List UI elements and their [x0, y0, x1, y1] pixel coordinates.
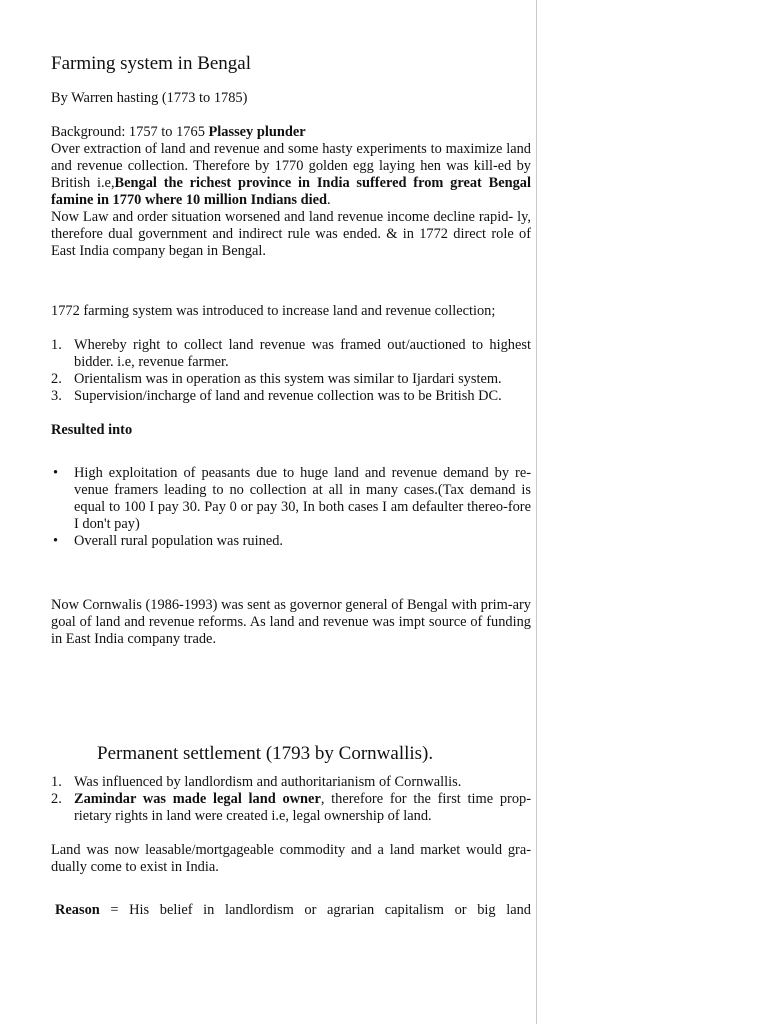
- permanent-list: [51, 774, 531, 825]
- list-number: 3.: [51, 388, 62, 404]
- list-number: 2.: [51, 791, 62, 807]
- paragraph-cornwalis: Now Cornwalis (1986-1993) was sent as governor general of Bengal with prim-ary goal of land and revenue reforms. As land and revenue was impt source of funding in East India company trade.: [51, 597, 531, 647]
- list-item-text: High exploitation of peasants due to huge land and revenue demand by re-venue framers leading to no collection at all in many cases.(Tax demand is equal to 100 I pay 30. Pay 0 or pay 30, In both cases I am defaulter thereo-fore I don't pay): [74, 465, 531, 532]
- paragraph-land-market: Land was now leasable/mortgageable commodity and a land market would gra-dually come to exist in India.: [51, 842, 531, 875]
- paragraph-famine: [51, 141, 531, 209]
- reason-text: = His belief in landlordism or agrarian capitalism or big land: [99, 902, 531, 918]
- list-item-text: Orientalism was in operation as this system was similar to Ijardari system.: [74, 371, 502, 387]
- results-list: [51, 465, 531, 550]
- list-item: [51, 337, 531, 371]
- paragraph-reason: [51, 902, 531, 919]
- right-margin-panel: [536, 0, 768, 1024]
- byline: By Warren hasting (1773 to 1785): [51, 90, 248, 106]
- document-content: [51, 52, 531, 919]
- list-item-bold: Zamindar was made legal land owner: [74, 791, 321, 807]
- list-number: 1.: [51, 337, 62, 353]
- reason-bold: Reason: [55, 902, 100, 918]
- paragraph-famine-text: Over extraction of land and revenue and some hasty experiments to maximize land and revenue collection. Therefore by 1770 golden egg laying hen was kill-ed by British i.e,: [51, 141, 531, 191]
- bullet-marker: •: [53, 465, 59, 481]
- paragraph-1772: 1772 farming system was introduced to increase land and revenue collection;: [51, 303, 496, 319]
- list-item: [51, 774, 531, 791]
- bullet-marker: •: [53, 533, 59, 549]
- paragraph-famine-bold: Bengal the richest province in India suffered from great Bengal famine in 1770 where 10 million Indians died: [51, 175, 532, 208]
- list-item: [51, 388, 531, 405]
- section-title-permanent: Permanent settlement (1793 by Cornwallis).: [97, 743, 434, 764]
- list-item: [51, 371, 531, 388]
- list-number: 2.: [51, 371, 62, 387]
- list-item-text: , therefore for the first time prop-rietary rights in land were created i.e, legal ownership of land.: [74, 791, 532, 824]
- list-item: [51, 465, 531, 533]
- list-item: [51, 791, 531, 825]
- list-item: [51, 533, 531, 550]
- list-number: 1.: [51, 774, 62, 790]
- background-prefix: Background: 1757 to 1765: [51, 124, 209, 140]
- paragraph-famine-end: .: [327, 192, 331, 208]
- list-item-text: Was influenced by landlordism and authoritarianism of Cornwallis.: [74, 774, 462, 790]
- background-line: [51, 124, 531, 141]
- resulted-heading-text: Resulted into: [51, 422, 133, 438]
- list-item-text: Supervision/incharge of land and revenue collection was to be British DC.: [74, 388, 502, 404]
- list-item-text: Whereby right to collect land revenue was framed out/auctioned to highest bidder. i.e, revenue farmer.: [74, 337, 531, 370]
- paragraph-law-order: Now Law and order situation worsened and land revenue income decline rapid- ly, therefore dual government and indirect rule was ended. & in 1772 direct role of East India company began in Bengal.: [51, 209, 531, 259]
- section-title-farming: Farming system in Bengal: [51, 53, 252, 74]
- farming-list: [51, 337, 531, 405]
- resulted-heading: [51, 422, 531, 439]
- background-bold: Plassey plunder: [208, 124, 306, 140]
- list-item-text: Overall rural population was ruined.: [74, 533, 284, 549]
